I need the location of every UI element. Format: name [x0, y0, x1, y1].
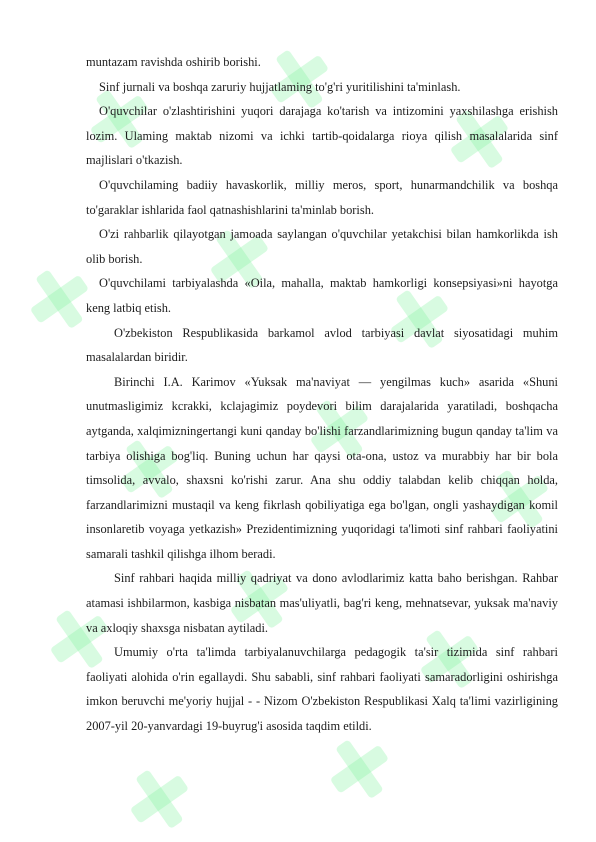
paragraph-5: O'zi rahbarlik qilayotgan jamoada saylangan o'quvchilar yetakchisi bilan hamkorlikda ish olib borish.: [86, 227, 558, 266]
document-page: [86, 50, 558, 739]
paragraph-1: muntazam ravishda oshirib borishi.: [86, 55, 261, 69]
paragraph-3: O'quvchilar o'zlashtirishini yuqori darajaga ko'tarish va intizomini yaxshilashga erishish lozim. Ulaming maktab nizomi va ichki tartib-qoidalarga rioya qilish masalalarida sinf majlislari o'tkazish.: [86, 104, 558, 168]
paragraph-9: Sinf rahbari haqida milliy qadriyat va dono avlodlarimiz katta baho berishgan. Rahbar atamasi ishbilarmon, kasbiga nisbatan mas'uliyatli, bag'ri keng, mehnatsevar, yuksak ma'naviy va axloqiy shaxsga nisbatan aytiladi.: [86, 571, 558, 635]
paragraph-2: Sinf jurnali va boshqa zaruriy hujjatlaming to'g'ri yuritilishini ta'minlash.: [99, 79, 461, 94]
paragraph-4: O'quvchilaming badiiy havaskorlik, milliy meros, sport, hunarmandchilik va boshqa to'garaklar ishlarida faol qatnashishlarini ta'minlab borish.: [86, 177, 558, 217]
paragraph-6: O'quvchilami tarbiyalashda «Oila, mahalla, maktab hamkorligi konsepsiyasi»ni hayotga keng latbiq etish.: [86, 276, 558, 315]
book-logo-icon: [317, 727, 402, 812]
paragraph-7: O'zbekiston Respublikasida barkamol avlod tarbiyasi davlat siyosatidagi muhim masalalardan biridir.: [86, 325, 558, 365]
paragraph-8: Birinchi I.A. Karimov «Yuksak ma'naviyat — yengilmas kuch» asarida «Shuni unutmasligimiz kcrakki, kclajagimiz poydevori bilim darajalarida yaratiladi, boshqacha aytganda, xalqimizningertangi kuni qanday bo'lishi farzandlarimizning bugun qanday ta'lim va tarbiya olishiga bog'liq. Buning uchun har qaysi ota-ona, ustoz va murabbiy har bir bola timsolida, avvalo, shaxsni ko'rishi zarur. Ana shu oddiy talabdan kelib chiqqan holda, farzandlarimizni mustaqil va keng fikrlash qobiliyatiga ega bo'lgan, ongli yashaydigan komil insonlaretib voyaga yetkazish» Prezidentimizning yuqoridagi ta'limoti sinf rahbari faoliyatini samarali tashkil qilishga ilhom beradi.: [86, 374, 558, 561]
book-logo-icon: [117, 757, 202, 842]
paragraph-10: Umumiy o'rta ta'limda tarbiyalanuvchilarga pedagogik ta'sir tizimida sinf rahbari faoliyati alohida o'rin egallaydi. Shu sababli, sinf rahbari faoliyati samaradorligini oshirishga imkon beruvchi me'yoriy hujjal - - Nizom O'zbekiston Respublikasi Xalq ta'limi vazirligining 2007-yil 20-yanvardagi 19-buyrug'i asosida taqdim etildi.: [86, 645, 558, 734]
